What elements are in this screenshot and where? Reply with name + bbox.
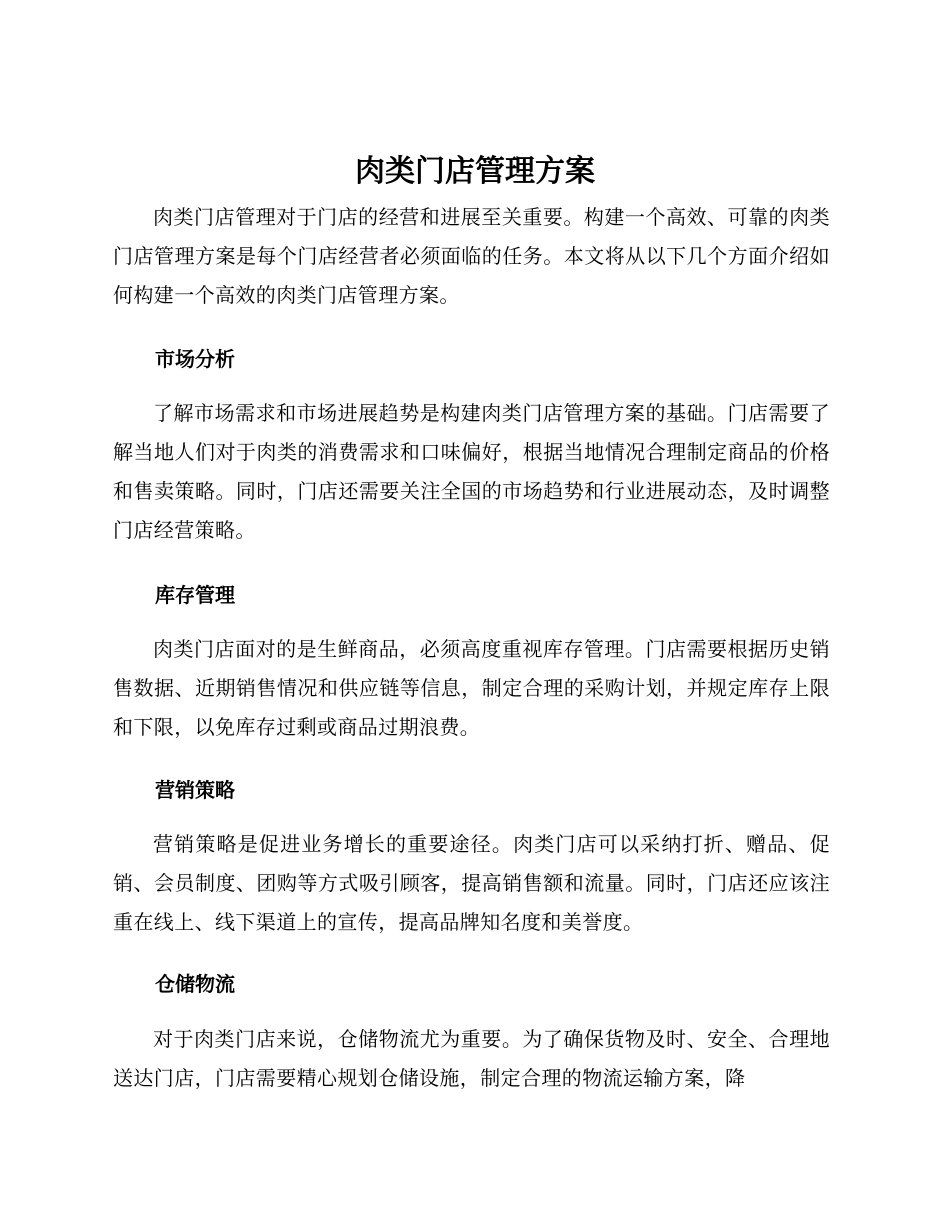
document-title: 肉类门店管理方案 <box>355 154 595 189</box>
section-body-marketing-strategy: 营销策略是促进业务增长的重要途径。肉类门店可以采纳打折、赠品、促销、会员制度、团购等方式吸引顾客，提高销售额和流量。同时，门店还应该注重在线上、线下渠道上的宣传，提高品牌知名度和美誉度。 <box>113 832 830 934</box>
section-heading-warehouse-logistics: 仓储物流 <box>155 972 235 996</box>
section-heading-market-analysis: 市场分析 <box>155 347 235 371</box>
section-body-inventory-management: 肉类门店面对的是生鲜商品，必须高度重视库存管理。门店需要根据历史销售数据、近期销售情况和供应链等信息，制定合理的采购计划，并规定库存上限和下限，以免库存过剩或商品过期浪费。 <box>113 637 830 739</box>
section-body-market-analysis: 了解市场需求和市场进展趋势是构建肉类门店管理方案的基础。门店需要了解当地人们对于肉类的消费需求和口味偏好，根据当地情况合理制定商品的价格和售卖策略。同时，门店还需要关注全国的市场趋势和行业进展动态，及时调整门店经营策略。 <box>113 401 830 542</box>
section-body-warehouse-logistics: 对于肉类门店来说，仓储物流尤为重要。为了确保货物及时、安全、合理地送达门店，门店需要精心规划仓储设施，制定合理的物流运输方案，降 <box>113 1027 830 1090</box>
intro-paragraph: 肉类门店管理对于门店的经营和进展至关重要。构建一个高效、可靠的肉类门店管理方案是每个门店经营者必须面临的任务。本文将从以下几个方面介绍如何构建一个高效的肉类门店管理方案。 <box>113 205 830 307</box>
section-heading-inventory-management: 库存管理 <box>155 583 235 607</box>
section-heading-marketing-strategy: 营销策略 <box>155 778 235 802</box>
